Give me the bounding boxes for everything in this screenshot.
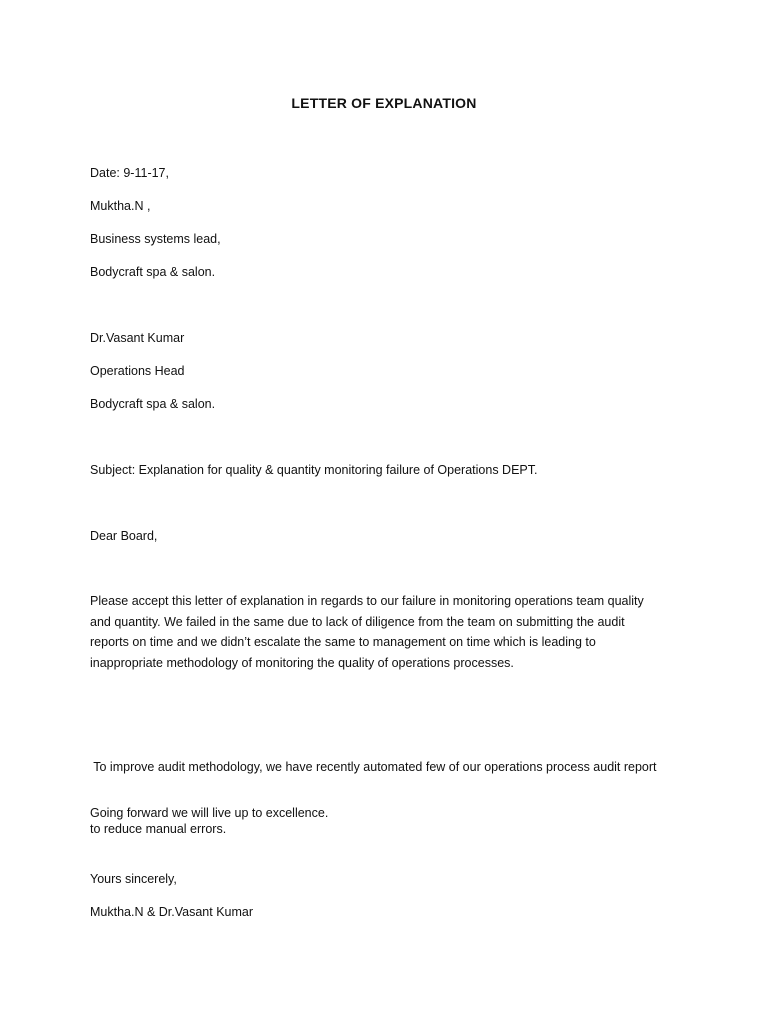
paragraph-line: to reduce manual errors. [90, 821, 227, 836]
letter-title: LETTER OF EXPLANATION [291, 95, 477, 111]
paragraph-line: To improve audit methodology, we have recently automated few of our operations process audit report [90, 760, 657, 774]
letter-signatories: Muktha.N & Dr.Vasant Kumar [90, 905, 254, 919]
sender-role: Business systems lead, [90, 232, 221, 246]
letter-closing: Yours sincerely, [90, 872, 177, 886]
sender-name: Muktha.N , [90, 199, 151, 213]
recipient-role: Operations Head [90, 364, 185, 378]
letter-salutation: Dear Board, [90, 529, 158, 543]
letter-date: Date: 9-11-17, [90, 166, 169, 180]
paragraph-line: and quantity. We failed in the same due to lack of diligence from the team on submitting the audit [90, 614, 625, 629]
recipient-name: Dr.Vasant Kumar [90, 331, 185, 345]
body-paragraph-3: Going forward we will live up to excellence. [90, 806, 329, 820]
paragraph-line: reports on time and we didn’t escalate the same to management on time which is leading to [90, 635, 596, 649]
recipient-company: Bodycraft spa & salon. [90, 397, 216, 411]
body-paragraph-2 [90, 716, 690, 880]
paragraph-line: inappropriate methodology of monitoring the quality of operations processes. [90, 655, 514, 670]
letter-subject: Subject: Explanation for quality & quantity monitoring failure of Operations DEPT. [90, 463, 538, 477]
body-paragraph-1 [90, 591, 690, 673]
paragraph-line: Please accept this letter of explanation in regards to our failure in monitoring operations team quality [90, 594, 644, 608]
sender-company: Bodycraft spa & salon. [90, 265, 216, 279]
